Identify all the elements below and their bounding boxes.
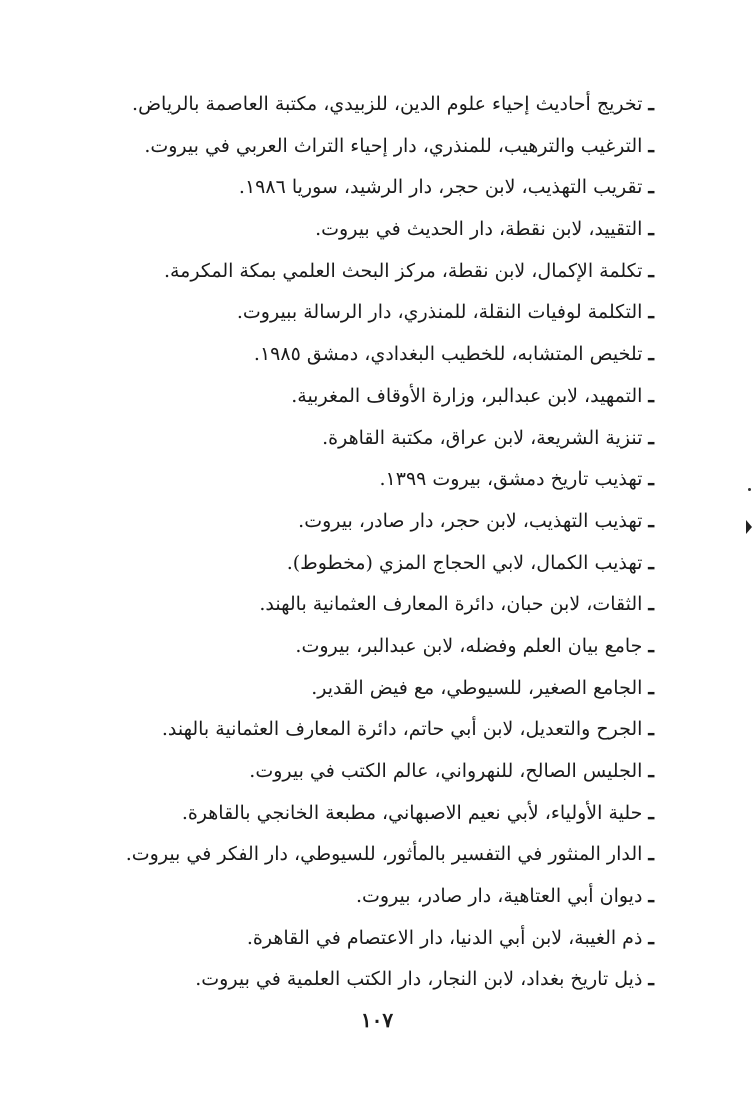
bibliography-entry [94,84,654,126]
entry-dash: ـ [648,760,654,782]
entry-dash: ـ [648,343,654,366]
bibliography-entry [94,834,654,876]
entry-dash: ـ [648,384,654,407]
entry-text: ذيل تاريخ بغداد، لابن النجار، دار الكتب العلمية في بيروت. [195,968,643,991]
entry-text: ديوان أبي العتاهية، دار صادر، بيروت. [355,885,643,908]
bibliography-entry [94,334,654,376]
margin-mark [746,520,752,534]
bibliography-entry [94,459,654,501]
bibliography-entry [94,709,654,751]
bibliography-entry [94,376,654,418]
entry-dash: ـ [648,843,654,866]
bibliography-entry [94,418,654,460]
bibliography-entry [94,959,654,1001]
entry-text: التقييد، لابن نقطة، دار الحديث في بيروت. [315,218,643,241]
bibliography-entry [94,668,654,710]
entry-dash: ـ [648,426,654,449]
entry-dash: ـ [648,218,654,241]
entry-dash: ـ [648,968,654,991]
entry-dash: ـ [648,176,654,199]
entry-dash: ـ [648,301,654,324]
entry-dash: ـ [648,551,654,574]
entry-dash: ـ [648,885,654,908]
bibliography-entry [94,126,654,168]
entry-text: الترغيب والترهيب، للمنذري، دار إحياء التراث العربي في بيروت. [144,134,643,157]
entry-dash: ـ [648,134,654,157]
entry-text: تخريج أحاديث إحياء علوم الدين، للزبيدي، مكتبة العاصمة بالرياض. [132,93,643,115]
bibliography-entry [94,751,654,793]
entry-dash: ـ [648,259,654,282]
entry-text: تهذيب الكمال، لابي الحجاج المزي (مخطوط). [286,551,643,574]
entry-text: تهذيب تاريخ دمشق، بيروت ١٣٩٩. [379,468,643,491]
entry-text: تنزية الشريعة، لابن عراق، مكتبة القاهرة. [322,426,643,449]
entry-text: ذم الغيبة، لابن أبي الدنيا، دار الاعتصام في القاهرة. [246,926,643,949]
margin-dot [748,488,751,491]
entry-text: التمهيد، لابن عبدالبر، وزارة الأوقاف المغربية. [291,384,643,407]
page-number: ١٠٧ [360,1008,394,1032]
bibliography-entry [94,876,654,918]
entry-text: جامع بيان العلم وفضله، لابن عبدالبر، بيروت. [295,634,643,657]
bibliography-entry [94,501,654,543]
entry-text: تقريب التهذيب، لابن حجر، دار الرشيد، سوريا ١٩٨٦. [238,176,643,199]
entry-text: تلخيص المتشابه، للخطيب البغدادي، دمشق ١٩٨٥. [253,343,643,366]
entry-dash: ـ [648,926,654,949]
entry-dash: ـ [648,634,654,657]
entry-dash: ـ [648,676,654,699]
bibliography-entry [94,543,654,585]
entry-text: الجامع الصغير، للسيوطي، مع فيض القدير. [311,676,643,699]
entry-dash: ـ [648,718,654,741]
bibliography-entry [94,251,654,293]
entry-text: الدار المنثور في التفسير بالمأثور، للسيوطي، دار الفكر في بيروت. [125,843,643,866]
bibliography-entry [94,292,654,334]
entry-text: التكلمة لوفيات النقلة، للمنذري، دار الرسالة ببيروت. [236,301,643,324]
entry-text: تهذيب التهذيب، لابن حجر، دار صادر، بيروت. [298,509,643,532]
bibliography-entry [94,918,654,960]
entry-dash: ـ [648,509,654,532]
entry-text: تكلمة الإكمال، لابن نقطة، مركز البحث العلمي بمكة المكرمة. [163,259,643,282]
bibliography-entry [94,793,654,835]
entry-text: الثقات، لابن حبان، دائرة المعارف العثمانية بالهند. [259,593,643,616]
entry-dash: ـ [648,93,654,115]
entry-dash: ـ [648,468,654,491]
bibliography-entry [94,626,654,668]
entry-dash: ـ [648,593,654,616]
entry-dash: ـ [648,801,654,824]
bibliography-entry [94,584,654,626]
entry-text: حلية الأولياء، لأبي نعيم الاصبهاني، مطبعة الخانجي بالقاهرة. [181,801,643,824]
entry-text: الجرح والتعديل، لابن أبي حاتم، دائرة المعارف العثمانية بالهند. [161,718,643,741]
entry-text: الجليس الصالح، للنهرواني، عالم الكتب في بيروت. [249,760,643,782]
bibliography-list [94,84,654,1001]
bibliography-entry [94,209,654,251]
bibliography-entry [94,167,654,209]
